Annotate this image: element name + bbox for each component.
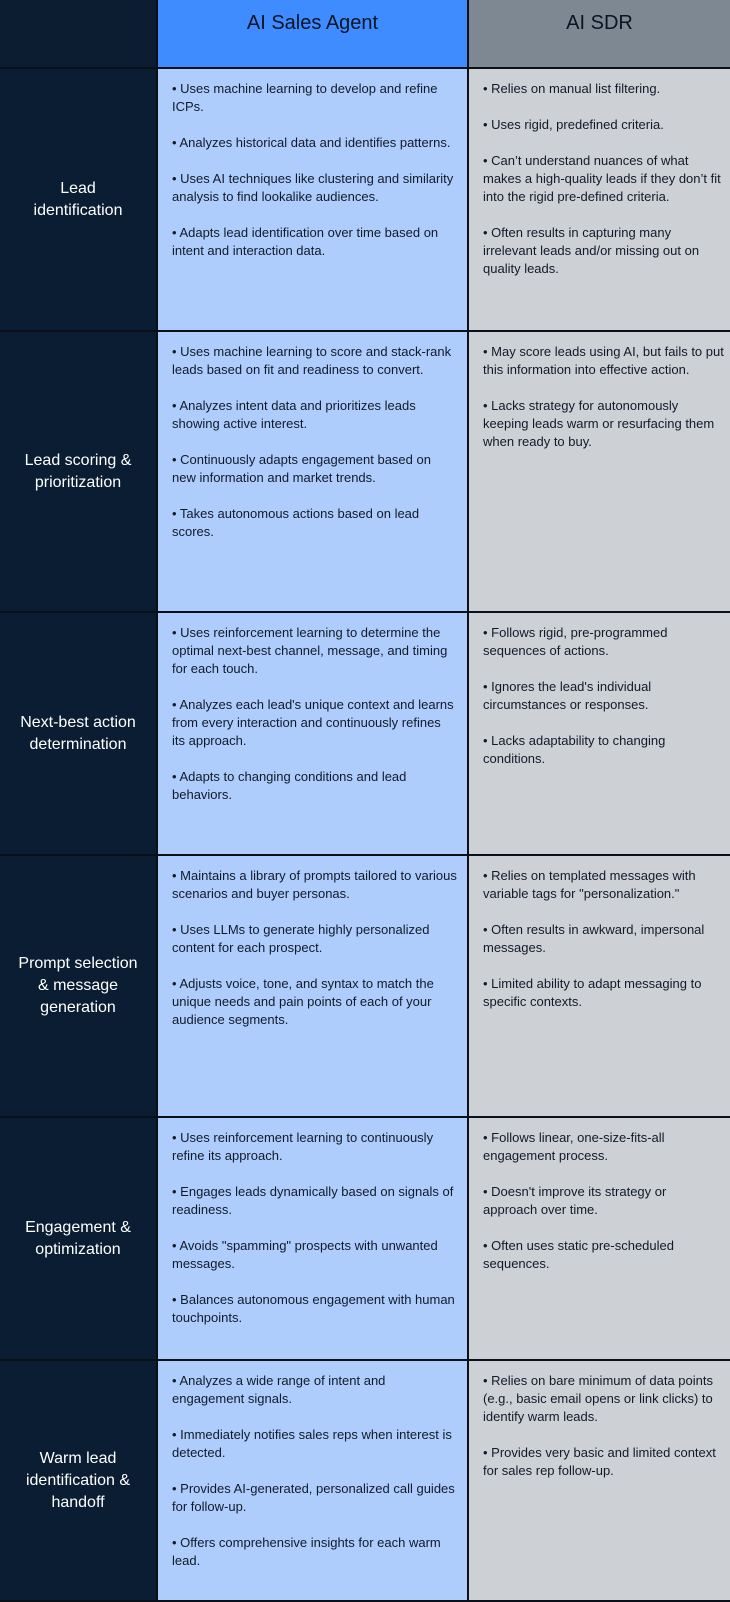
- list-item: • Ignores the lead's individual circumstances or responses.: [483, 679, 652, 712]
- list-item: • Limited ability to adapt messaging to specific contexts.: [483, 976, 702, 1009]
- list-item: • Maintains a library of prompts tailored to various scenarios and buyer personas.: [172, 868, 457, 901]
- list-item: • Immediately notifies sales reps when interest is detected.: [172, 1427, 452, 1460]
- list-item: • May score leads using AI, but fails to put this information into effective action.: [483, 344, 724, 377]
- list-item: • Uses machine learning to score and stack-rank leads based on fit and readiness to convert.: [172, 344, 452, 377]
- list-item: • Uses reinforcement learning to continuously refine its approach.: [172, 1130, 434, 1163]
- list-item: • Avoids "spamming" prospects with unwanted messages.: [172, 1238, 438, 1271]
- list-item: • Relies on bare minimum of data points (e.g., basic email opens or link clicks) to identify warm leads.: [483, 1373, 713, 1424]
- sdr-cell-warm-lead: [469, 1361, 730, 1602]
- agent-bullet-list: [172, 1372, 457, 1570]
- list-item: • Uses rigid, predefined criteria.: [483, 117, 664, 132]
- sdr-bullet-list: [483, 624, 724, 768]
- list-item: • Relies on templated messages with variable tags for "personalization.": [483, 868, 696, 901]
- list-item: • Provides AI-generated, personalized call guides for follow-up.: [172, 1481, 455, 1514]
- list-item: • Often uses static pre-scheduled sequences.: [483, 1238, 674, 1271]
- row-label-next-best-action: Next-best action determination: [0, 613, 158, 856]
- agent-bullet-list: [172, 624, 457, 804]
- list-item: • Adapts to changing conditions and lead behaviors.: [172, 769, 407, 802]
- sdr-bullet-list: [483, 343, 724, 451]
- agent-cell-next-best-action: [158, 613, 469, 856]
- sdr-cell-lead-identification: [469, 69, 730, 332]
- sdr-bullet-list: [483, 1372, 724, 1480]
- list-item: • Uses machine learning to develop and refine ICPs.: [172, 81, 438, 114]
- sdr-cell-lead-scoring: [469, 332, 730, 613]
- list-item: • Analyzes historical data and identifies patterns.: [172, 135, 451, 150]
- agent-cell-lead-scoring: [158, 332, 469, 613]
- header-corner: [0, 0, 158, 69]
- list-item: • Often results in awkward, impersonal messages.: [483, 922, 705, 955]
- row-label-prompt-selection: Prompt selection & message generation: [0, 856, 158, 1118]
- agent-bullet-list: [172, 80, 457, 260]
- list-item: • Continuously adapts engagement based on new information and market trends.: [172, 452, 431, 485]
- list-item: • Provides very basic and limited context for sales rep follow-up.: [483, 1445, 716, 1478]
- list-item: • Uses AI techniques like clustering and similarity analysis to find lookalike audiences.: [172, 171, 454, 204]
- list-item: • Lacks adaptability to changing conditions.: [483, 733, 666, 766]
- list-item: • Uses reinforcement learning to determine the optimal next-best channel, message, and timing for each touch.: [172, 625, 448, 676]
- list-item: • Adjusts voice, tone, and syntax to match the unique needs and pain points of each of your audience segments.: [172, 976, 434, 1027]
- list-item: • Takes autonomous actions based on lead scores.: [172, 506, 420, 539]
- row-label-engagement: Engagement & optimization: [0, 1118, 158, 1361]
- list-item: • Analyzes each lead's unique context and learns from every interaction and continuously refines its approach.: [172, 697, 454, 748]
- row-label-lead-identification: Lead identification: [0, 69, 158, 332]
- column-header-ai-sales-agent: AI Sales Agent: [158, 0, 469, 69]
- agent-bullet-list: [172, 343, 457, 541]
- row-label-warm-lead: Warm lead identification & handoff: [0, 1361, 158, 1602]
- list-item: • Can’t understand nuances of what makes a high-quality leads if they don’t fit into the rigid pre-defined criteria.: [483, 153, 721, 204]
- list-item: • Balances autonomous engagement with human touchpoints.: [172, 1292, 455, 1325]
- sdr-bullet-list: [483, 80, 724, 278]
- list-item: • Relies on manual list filtering.: [483, 81, 661, 96]
- agent-bullet-list: [172, 1129, 457, 1327]
- sdr-bullet-list: [483, 1129, 724, 1273]
- list-item: • Often results in capturing many irrelevant leads and/or missing out on quality leads.: [483, 225, 700, 276]
- sdr-cell-engagement: [469, 1118, 730, 1361]
- agent-cell-prompt-selection: [158, 856, 469, 1118]
- list-item: • Analyzes intent data and prioritizes leads showing active interest.: [172, 398, 416, 431]
- sdr-bullet-list: [483, 867, 724, 1011]
- row-label-lead-scoring: Lead scoring & prioritization: [0, 332, 158, 613]
- list-item: • Analyzes a wide range of intent and engagement signals.: [172, 1373, 386, 1406]
- list-item: • Follows rigid, pre-programmed sequences of actions.: [483, 625, 668, 658]
- agent-cell-engagement: [158, 1118, 469, 1361]
- column-header-ai-sdr: AI SDR: [469, 0, 730, 69]
- sdr-cell-prompt-selection: [469, 856, 730, 1118]
- list-item: • Adapts lead identification over time based on intent and interaction data.: [172, 225, 439, 258]
- list-item: • Offers comprehensive insights for each warm lead.: [172, 1535, 441, 1568]
- sdr-cell-next-best-action: [469, 613, 730, 856]
- list-item: • Uses LLMs to generate highly personalized content for each prospect.: [172, 922, 430, 955]
- list-item: • Lacks strategy for autonomously keeping leads warm or resurfacing them when ready to buy.: [483, 398, 715, 449]
- agent-bullet-list: [172, 867, 457, 1029]
- agent-cell-warm-lead: [158, 1361, 469, 1602]
- list-item: • Engages leads dynamically based on signals of readiness.: [172, 1184, 454, 1217]
- agent-cell-lead-identification: [158, 69, 469, 332]
- list-item: • Doesn't improve its strategy or approach over time.: [483, 1184, 667, 1217]
- list-item: • Follows linear, one-size-fits-all engagement process.: [483, 1130, 665, 1163]
